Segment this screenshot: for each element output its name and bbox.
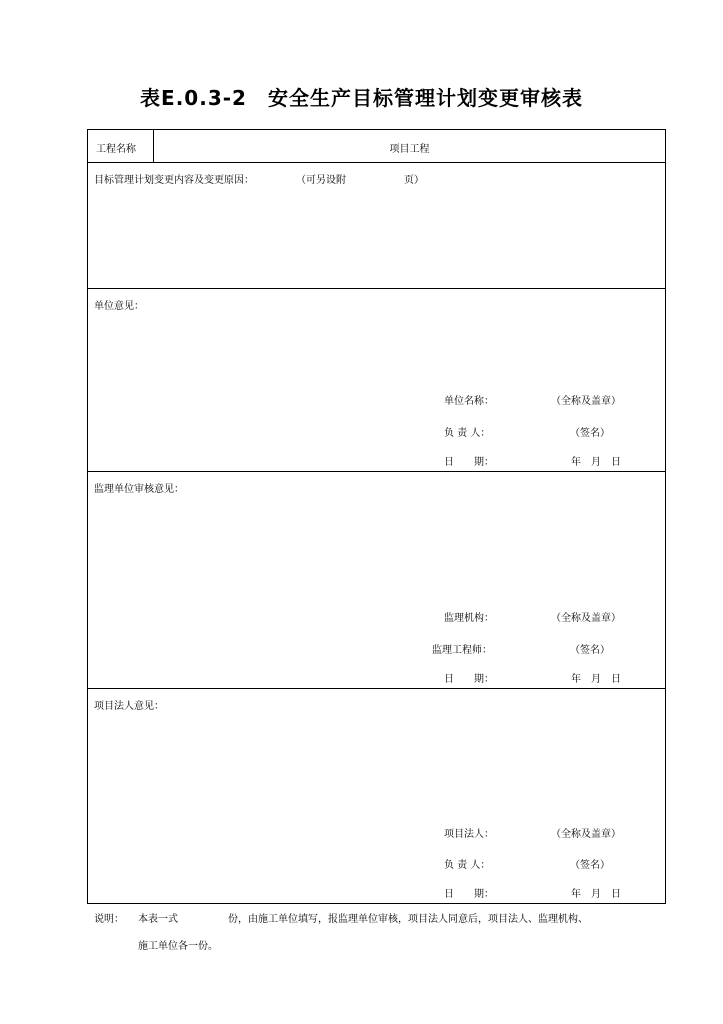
supervision-opinion-label: 监理单位审核意见： xyxy=(94,484,184,495)
form-title: 表E.0.3-2 安全生产目标管理计划变更审核表 xyxy=(140,86,583,110)
supervision-opinion-row xyxy=(88,472,665,689)
supervision-org-hint[interactable]: （全称及盖章） xyxy=(551,613,621,624)
footer-note-label: 说明： xyxy=(94,914,124,925)
supervision-date-label: 日 期： xyxy=(444,674,494,685)
legal-person-label: 负 责 人： xyxy=(444,860,491,871)
unit-person-hint[interactable]: （签名） xyxy=(570,428,610,439)
legal-opinion-label: 项目法人意见： xyxy=(94,701,164,712)
unit-date-label: 日 期： xyxy=(444,457,494,468)
unit-opinion-row xyxy=(88,289,665,472)
legal-name-label: 项目法人： xyxy=(444,829,494,840)
unit-name-hint[interactable]: （全称及盖章） xyxy=(551,396,621,407)
supervision-date-hint[interactable]: 年 月 日 xyxy=(571,674,621,685)
unit-name-label: 单位名称： xyxy=(444,396,494,407)
unit-person-label: 负 责 人： xyxy=(444,428,491,439)
attach-note-suffix: 页） xyxy=(404,175,424,186)
attach-note-prefix: （可另设附 xyxy=(296,175,346,186)
project-name-label: 工程名称 xyxy=(96,144,136,155)
footer-line2: 施工单位各一份。 xyxy=(138,941,218,952)
legal-date-label: 日 期： xyxy=(444,889,494,900)
footer-line1-part1: 本表一式 xyxy=(138,914,178,925)
unit-opinion-label: 单位意见： xyxy=(94,301,144,312)
project-name-value[interactable]: 项目工程 xyxy=(389,144,430,155)
legal-name-hint[interactable]: （全称及盖章） xyxy=(551,829,621,840)
legal-date-hint[interactable]: 年 月 日 xyxy=(571,889,621,900)
supervision-org-label: 监理机构： xyxy=(444,613,494,624)
change-content-row xyxy=(88,163,665,289)
legal-opinion-row xyxy=(88,689,665,903)
legal-person-hint[interactable]: （签名） xyxy=(570,860,610,871)
project-name-row xyxy=(88,130,665,163)
form-table xyxy=(87,129,666,904)
footer-line1-part2: 份，由施工单位填写，报监理单位审核，项目法人同意后，项目法人、监理机构、 xyxy=(228,914,588,925)
supervision-engineer-label: 监理工程师： xyxy=(432,645,492,656)
supervision-engineer-hint[interactable]: （签名） xyxy=(570,645,610,656)
unit-date-hint[interactable]: 年 月 日 xyxy=(571,457,621,468)
change-content-label: 目标管理计划变更内容及变更原因： xyxy=(94,175,254,186)
